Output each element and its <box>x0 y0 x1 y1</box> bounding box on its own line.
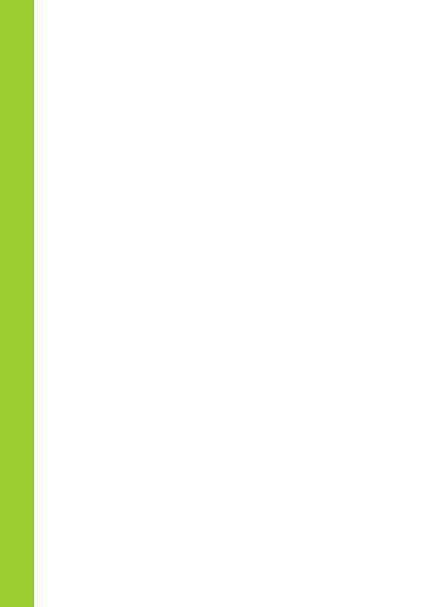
sidebar-strip <box>0 0 34 607</box>
vertical-title <box>3 269 31 297</box>
page-number <box>3 582 30 594</box>
